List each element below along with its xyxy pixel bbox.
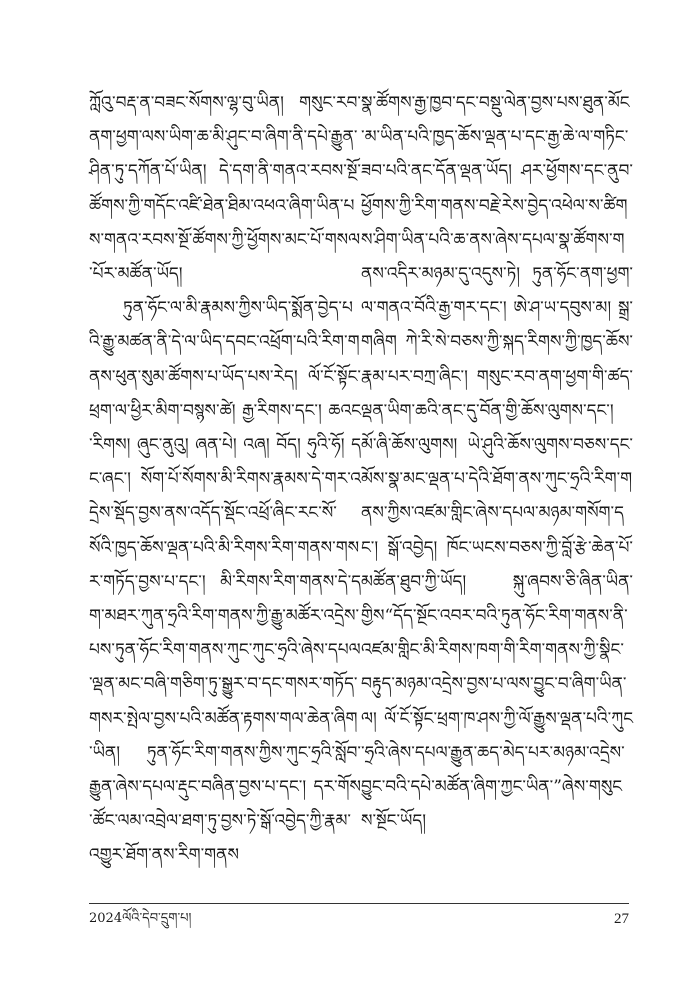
- paragraph: སྣ་ཚོགས་རྒྱ་ཁྱབ་དང་བསྡུ་ལེན་བྱས་པས་ཐུན་མོང་མ་ཡིན་པའི་ཁྱད་ཆོས་ལྡན་པ་དང་རྒྱ་ཆེ་ལ་གཏིང་ཟབ་པའི་ནང་དོན་ལྡན་ཡོད། ཤར་ཕྱོགས་དང་ནུབ་ཕྱོགས་ཀྱི་རིག་གནས་བརྗེ་རེས་བྱེད་འཕེལ་ས་ཚིགས་ཤིག་ཡིན་པའི་ཆ་ནས་ཞེས་དཔལ་སྣ་ཚོགས་གནས་འདིར་མཉམ་དུ་འདུས་ཏེ། ཏུན་ཧོང་ནག་ཕྱག་ལ་གནའ་བོའི་རྒྱ་གར་དང་། ཨེ་ཤ་ཡ་དབུས་མ། སྒྲ་གཞིག ཀེ་རི་སེ་བཅས་ཀྱི་སྐད་རིགས་ཀྱི་ཁྱད་ཆོས་རྣམ་པར་བཀྲ་ཞིང་། གསུང་རབ་ནག་ཕྱག་གི་ཚད་ལྡན་ཡིག་ཆའི་ནང་དུ་བོན་གྱི་ཆོས་ལུགས་དང་། མོ་ཞི་ཆོས་ལུགས། ཡེ་ཤུའི་ཆོས་ལུགས་བཅས་དང་མོས་སྣ་མང་ལྡན་པ་དེའི་ཐོག་ནས་ཀུང་ཧྲའི་རིག་གནས་ཀྱིས་འཛམ་གླིང་ཞེས་དཔལ་མཉམ་གསོག་དང་། སྒོ་འབྱེད། ཁོང་ཡངས་བཅས་ཀྱི་བློ་རྩེ་ཆེན་པོ་མཚོན་ཐུབ་ཀྱི་ཡོད། སྐུ་ཞབས་ཅི་ཞིན་ཡིན་གྱིས“དོད་སྔོང་འབར་བའི་ཏུན་ཧོང་རིག་གནས་ནི་འཛམ་གླིང་མི་རིགས་ཁག་གི་རིག་གནས་ཀྱི་སྣིང་བརྟུད་མཉམ་འདྲེས་བྱས་པ་ལས་བྱུང་བ་ཞིག་ཡིན་ལ། ལོ་ངོ་སྟོང་ཕྲག་ཁ་ཤས་ཀྱི་ལོ་རྒྱུས་ལྡན་པའི་ཀུང་ཧྲའི་ཞེས་དཔལ་རྒྱུན་ཆད་མེད་པར་མཉམ་འདྲེས་བྱུང་བའི་དཔེ་མཚོན་ཞིག་ཀྱང་ཡིན་”ཞེས་གསུངས་སྔོང་ཡོད།: [361, 93, 633, 832]
- article-right-column: [361, 86, 633, 838]
- page-number: 27: [614, 911, 629, 927]
- footer-divider: [89, 903, 629, 904]
- paragraph: ཀློའུ་བརྡ་ན་བཟང་སོགས་ལྷ་བུ་ཡིན། གསུང་རབ་ནག་ཕྱག་ལས་ཡིག་ཆ་མི་ཤུང་བ་ཞིག་ནི་དཔེ་རྒྱུན་ཤིན་ཏུ་དཀོན་པོ་ཡིན། དེ་དག་ནི་གནའ་རབས་སྔོ་ཚོགས་ཀྱི་གདོང་འཛི་ཐེན་ཐིམ་འཕའ་ཞིག་ཡིན་པས་གནའ་རབས་སྔོ་ཚོགས་ཀྱི་ཕྱོགས་མང་པོ་གསལ་པོར་མཚོན་ཡོད།: [89, 93, 361, 285]
- journal-issue-title: 2024ལོའི་དེབ་དྲུག་པ།: [89, 911, 192, 926]
- article-left-column: [89, 86, 361, 873]
- paragraph: ཏུན་ཧོང་ལ་མི་རྣམས་ཀྱིས་ཡིད་སྨོན་བྱེད་པའི་རྒྱུ་མཚན་ནི་དེ་ལ་ཡིད་དབང་འཕྲོག་པའི་རིག་གནས་ཕུན་སུམ་ཚོགས་པ་ཡོད་པས་རེད། ལོ་ངོ་སྟོང་ཕྲག་ལ་ཕྱིར་མིག་བསྙས་ཚེ། རྒྱ་རིགས་དང་། ཆའང་རིགས། ཞུང་ནུའུ། ཞན་པེ། འཞ། བོད། ཧུའི་ཧོ། དང་ཞང་། སོག་པོ་སོགས་མི་རིགས་རྣམས་དེ་གར་འདྲེས་སྡོད་བྱས་ནས་འདོད་སྡོང་འཕྲོ་ཞིང་རང་སོ་སོའི་ཁྱད་ཆོས་ལྡན་པའི་མི་རིགས་རིག་གནས་གསར་གཏོད་བྱས་པ་དང་། མི་རིགས་རིག་གནས་དེ་དག་མཐར་ཀུན་ཧྲའི་རིག་གནས་ཀྱི་རྒྱུ་མཚོར་འདྲེས་པས་ཏུན་ཧོང་རིག་གནས་ཀུང་ཀུང་ཧྲའི་ཞེས་དཔལ་ལྡན་མང་བཞི་གཅིག་ཏུ་སྒྱུར་བ་དང་གསར་གཏོད་གསར་སྤེལ་བྱས་པའི་མཚོན་རྟགས་གལ་ཆེན་ཞིག་ཡིན། ཏུན་ཧོང་རིག་གནས་ཀྱིས་ཀུང་ཧྲའི་སློབ་རྒྱུན་ཞེས་དཔལ་རྡུང་བཞིན་བྱས་པ་དང་། དར་གོས་ཚོང་ལམ་འབྲེལ་ཐག་ཏུ་བྱས་ཏེ་སྒོ་འབྱེད་ཀྱི་རྣམ་འགྱུར་ཐོག་ནས་རིག་གནས: [89, 298, 361, 866]
